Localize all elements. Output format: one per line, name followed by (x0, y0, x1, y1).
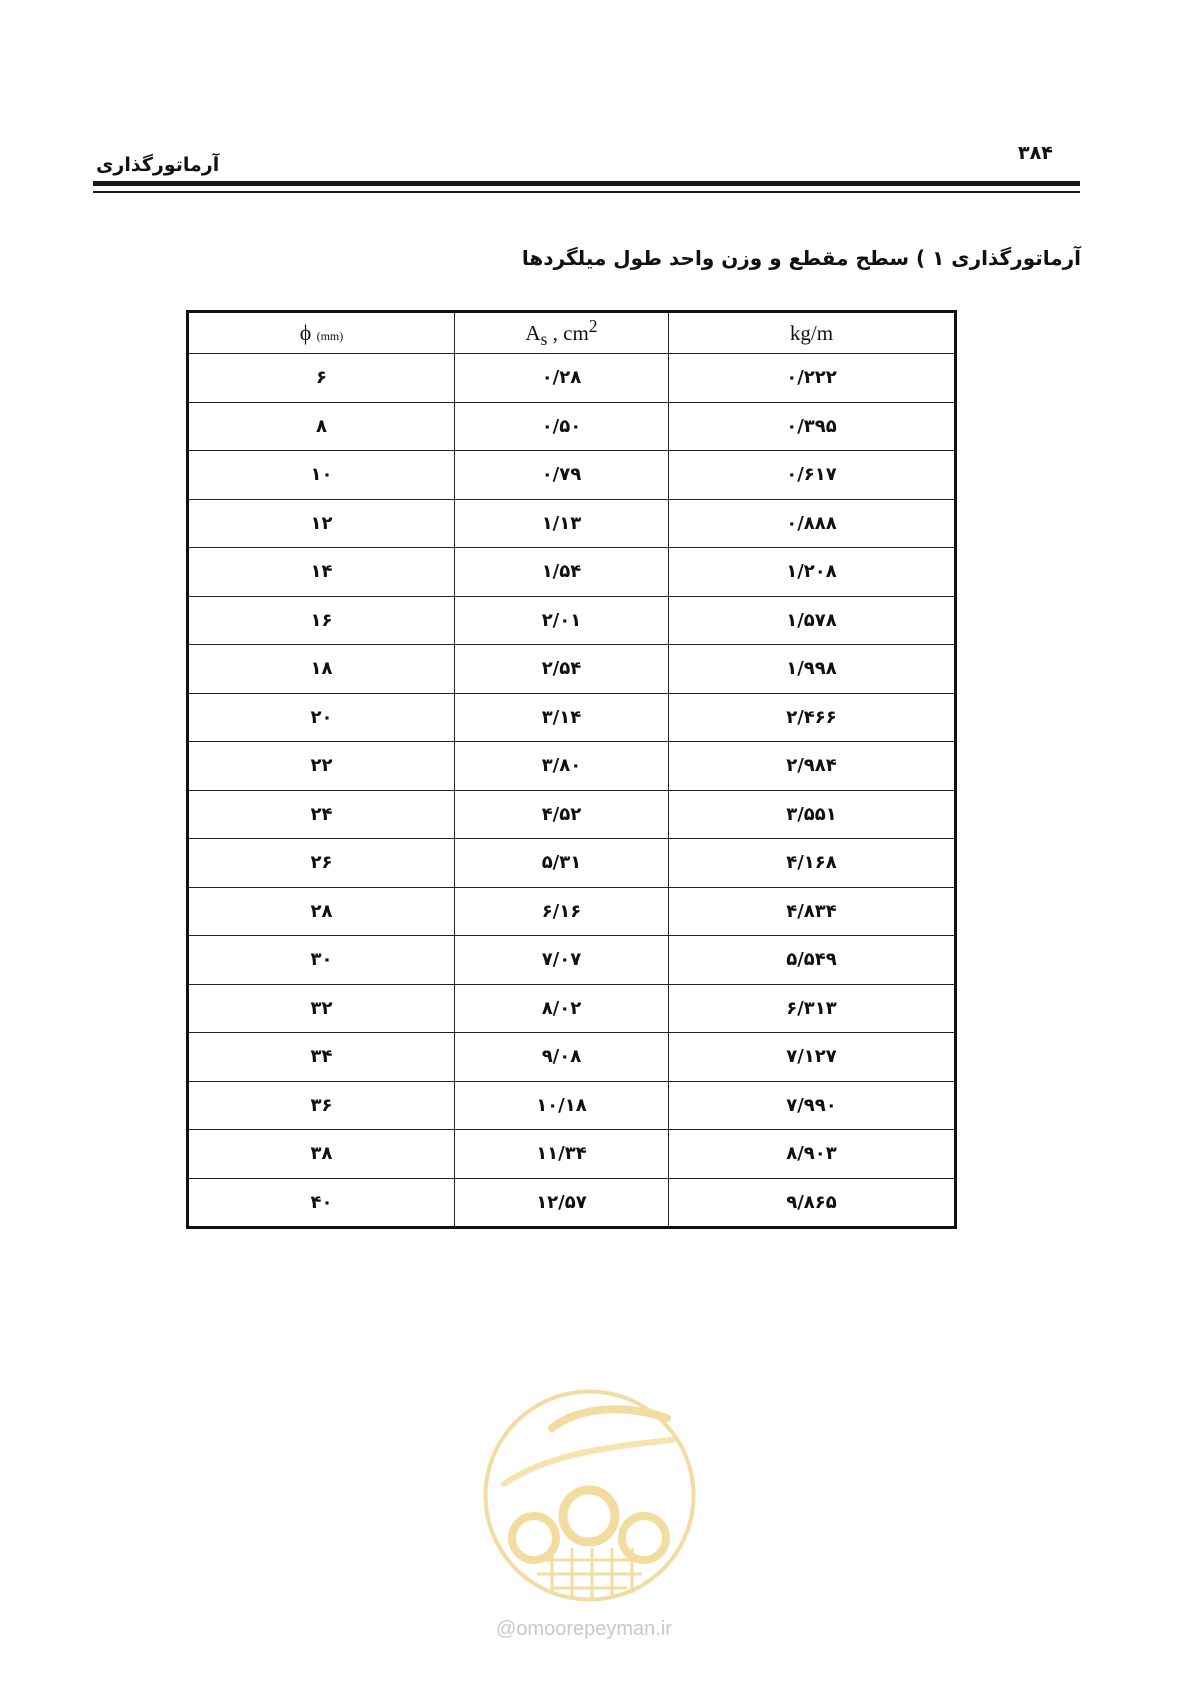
cell-area: ۲/۵۴ (454, 645, 668, 694)
cell-area: ۴/۵۲ (454, 790, 668, 839)
cell-mass: ۰/۶۱۷ (668, 451, 955, 500)
area-unit: , cm (547, 320, 589, 345)
cell-mass: ۲/۴۶۶ (668, 693, 955, 742)
cell-area: ۳/۱۴ (454, 693, 668, 742)
cell-mass: ۱/۲۰۸ (668, 548, 955, 597)
table-row (188, 936, 956, 985)
cell-mass: ۳/۵۵۱ (668, 790, 955, 839)
cell-diameter: ۳۴ (188, 1033, 455, 1082)
cell-mass: ۶/۳۱۳ (668, 984, 955, 1033)
cell-area: ۶/۱۶ (454, 887, 668, 936)
cell-diameter: ۳۰ (188, 936, 455, 985)
table-row (188, 742, 956, 791)
column-header-area (454, 312, 668, 354)
column-header-mass: kg/m (668, 312, 955, 354)
watermark-logo (482, 1388, 697, 1603)
cell-area: ۰/۵۰ (454, 402, 668, 451)
cell-diameter: ۱۶ (188, 596, 455, 645)
table-row (188, 354, 956, 403)
header-rule-thick (93, 181, 1080, 186)
cell-mass: ۱/۵۷۸ (668, 596, 955, 645)
area-superscript: 2 (588, 315, 598, 336)
cell-diameter: ۲۴ (188, 790, 455, 839)
cell-mass: ۴/۸۳۴ (668, 887, 955, 936)
table-row (188, 984, 956, 1033)
cell-area: ۱۱/۳۴ (454, 1130, 668, 1179)
table-row (188, 451, 956, 500)
table-caption: آرماتورگذاری ۱ ) سطح مقطع و وزن واحد طول میلگردها (521, 246, 1081, 270)
table-row (188, 1130, 956, 1179)
cell-mass: ۱/۹۹۸ (668, 645, 955, 694)
cell-area: ۷/۰۷ (454, 936, 668, 985)
area-symbol: A (525, 320, 541, 345)
cell-diameter: ۱۰ (188, 451, 455, 500)
cell-diameter: ۲۸ (188, 887, 455, 936)
table-row (188, 402, 956, 451)
table-row (188, 645, 956, 694)
cell-mass: ۴/۱۶۸ (668, 839, 955, 888)
logo-script (552, 1409, 667, 1428)
logo-gear-right (622, 1516, 666, 1560)
cell-mass: ۵/۵۴۹ (668, 936, 955, 985)
logo-gear-left (512, 1516, 556, 1560)
table-row (188, 499, 956, 548)
cell-diameter: ۶ (188, 354, 455, 403)
cell-area: ۹/۰۸ (454, 1033, 668, 1082)
cell-diameter: ۱۴ (188, 548, 455, 597)
cell-area: ۱۲/۵۷ (454, 1178, 668, 1228)
cell-area: ۸/۰۲ (454, 984, 668, 1033)
area-subscript: s (540, 329, 548, 350)
cell-diameter: ۱۸ (188, 645, 455, 694)
diameter-unit: (mm) (316, 329, 344, 343)
phi-symbol: ϕ (299, 320, 312, 345)
cell-area: ۵/۳۱ (454, 839, 668, 888)
table-header-row (188, 312, 956, 354)
page-number: ۳۸۴ (1018, 142, 1053, 164)
cell-area: ۱/۱۳ (454, 499, 668, 548)
cell-area: ۰/۷۹ (454, 451, 668, 500)
table-row (188, 1178, 956, 1228)
table-row (188, 839, 956, 888)
table-row (188, 1081, 956, 1130)
cell-diameter: ۲۲ (188, 742, 455, 791)
table-row (188, 596, 956, 645)
cell-diameter: ۴۰ (188, 1178, 455, 1228)
cell-mass: ۷/۱۲۷ (668, 1033, 955, 1082)
cell-mass: ۲/۹۸۴ (668, 742, 955, 791)
cell-mass: ۹/۸۶۵ (668, 1178, 955, 1228)
logo-gear-center (563, 1490, 615, 1542)
cell-area: ۱۰/۱۸ (454, 1081, 668, 1130)
cell-diameter: ۱۲ (188, 499, 455, 548)
cell-mass: ۰/۲۲۲ (668, 354, 955, 403)
column-header-diameter (188, 312, 455, 354)
cell-area: ۰/۲۸ (454, 354, 668, 403)
header-rule-thin (93, 191, 1080, 193)
logo-swoosh (504, 1440, 672, 1484)
cell-diameter: ۳۶ (188, 1081, 455, 1130)
table-row (188, 548, 956, 597)
rebar-table (186, 310, 957, 1229)
cell-diameter: ۲۰ (188, 693, 455, 742)
table-row (188, 790, 956, 839)
table-row (188, 887, 956, 936)
cell-mass: ۰/۳۹۵ (668, 402, 955, 451)
cell-area: ۲/۰۱ (454, 596, 668, 645)
logo-ring (486, 1392, 694, 1600)
cell-mass: ۷/۹۹۰ (668, 1081, 955, 1130)
table-row (188, 693, 956, 742)
cell-area: ۱/۵۴ (454, 548, 668, 597)
cell-diameter: ۳۸ (188, 1130, 455, 1179)
cell-mass: ۸/۹۰۳ (668, 1130, 955, 1179)
watermark-url: @omoorepeyman.ir (496, 1618, 672, 1640)
table-row (188, 1033, 956, 1082)
table-body (188, 354, 956, 1228)
cell-diameter: ۲۶ (188, 839, 455, 888)
running-title: آرماتورگذاری (96, 154, 220, 176)
cell-mass: ۰/۸۸۸ (668, 499, 955, 548)
cell-diameter: ۸ (188, 402, 455, 451)
cell-diameter: ۳۲ (188, 984, 455, 1033)
cell-area: ۳/۸۰ (454, 742, 668, 791)
